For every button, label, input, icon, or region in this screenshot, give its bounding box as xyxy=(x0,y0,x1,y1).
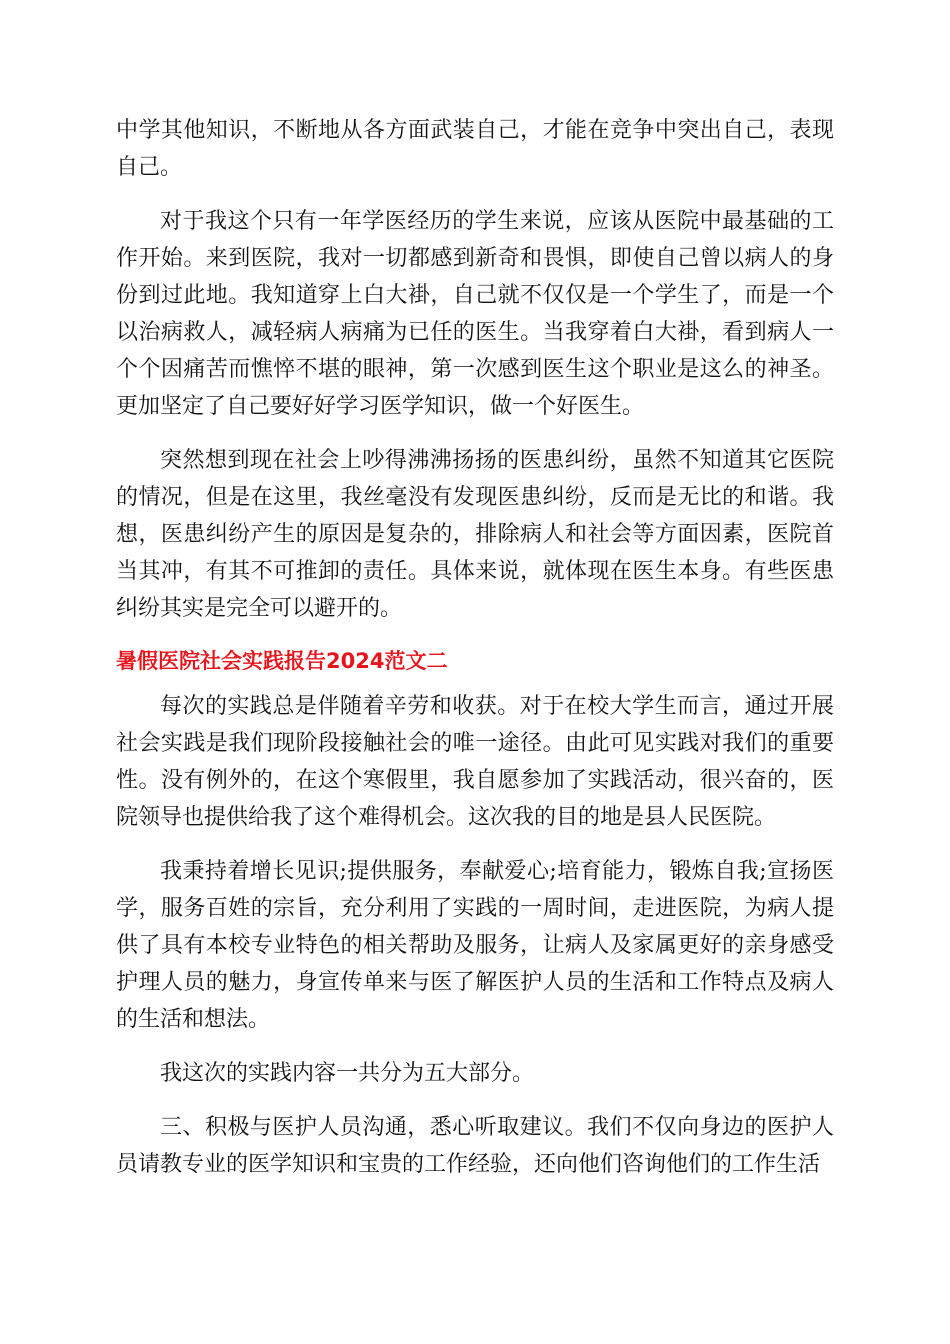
paragraph: 每次的实践总是伴随着辛劳和收获。对于在校大学生而言，通过开展社会实践是我们现阶段接触社会的唯一途径。由此可见实践对我们的重要性。没有例外的，在这个寒假里，我自愿参加了实践活动，很兴奋的，医院领导也提供给我了这个难得机会。这次我的目的地是县人民医院。 xyxy=(116,694,834,830)
paragraph: 我秉持着增长见识;提供服务，奉献爱心;培育能力，锻炼自我;宣扬医学，服务百姓的宗旨，充分利用了实践的一周时间，走进医院，为病人提供了具有本校专业特色的相关帮助及服务，让病人及家属更好的亲身感受护理人员的魅力，身宣传单来与医了解医护人员的生活和工作特点及病人的生活和想法。 xyxy=(116,859,834,1032)
paragraph-continued: 中学其他知识，不断地从各方面武装自己，才能在竞争中突出自己，表现自己。 xyxy=(116,118,834,180)
paragraph: 三、积极与医护人员沟通，悉心听取建议。我们不仅向身边的医护人员请教专业的医学知识和宝贵的工作经验，还向他们咨询他们的工作生活 xyxy=(116,1115,834,1177)
paragraph: 我这次的实践内容一共分为五大部分。 xyxy=(160,1061,535,1086)
section-heading: 暑假医院社会实践报告2024范文二 xyxy=(116,649,448,673)
paragraph: 突然想到现在社会上吵得沸沸扬扬的医患纠纷，虽然不知道其它医院的情况，但是在这里，我丝毫没有发现医患纠纷，反而是无比的和谐。我想，医患纠纷产生的原因是复杂的，排除病人和社会等方面因素，医院首当其冲，有其不可推卸的责任。具体来说，就体现在医生本身。有些医患纠纷其实是完全可以避开的。 xyxy=(116,448,834,621)
document-page xyxy=(116,112,834,1183)
paragraph: 对于我这个只有一年学医经历的学生来说，应该从医院中最基础的工作开始。来到医院，我对一切都感到新奇和畏惧，即使自己曾以病人的身份到过此地。我知道穿上白大褂，自己就不仅仅是一个学生了，而是一个以治病救人，减轻病人病痛为已任的医生。当我穿着白大褂，看到病人一个个因痛苦而憔悴不堪的眼神，第一次感到医生这个职业是这么的神圣。更加坚定了自己要好好学习医学知识，做一个好医生。 xyxy=(116,209,834,419)
